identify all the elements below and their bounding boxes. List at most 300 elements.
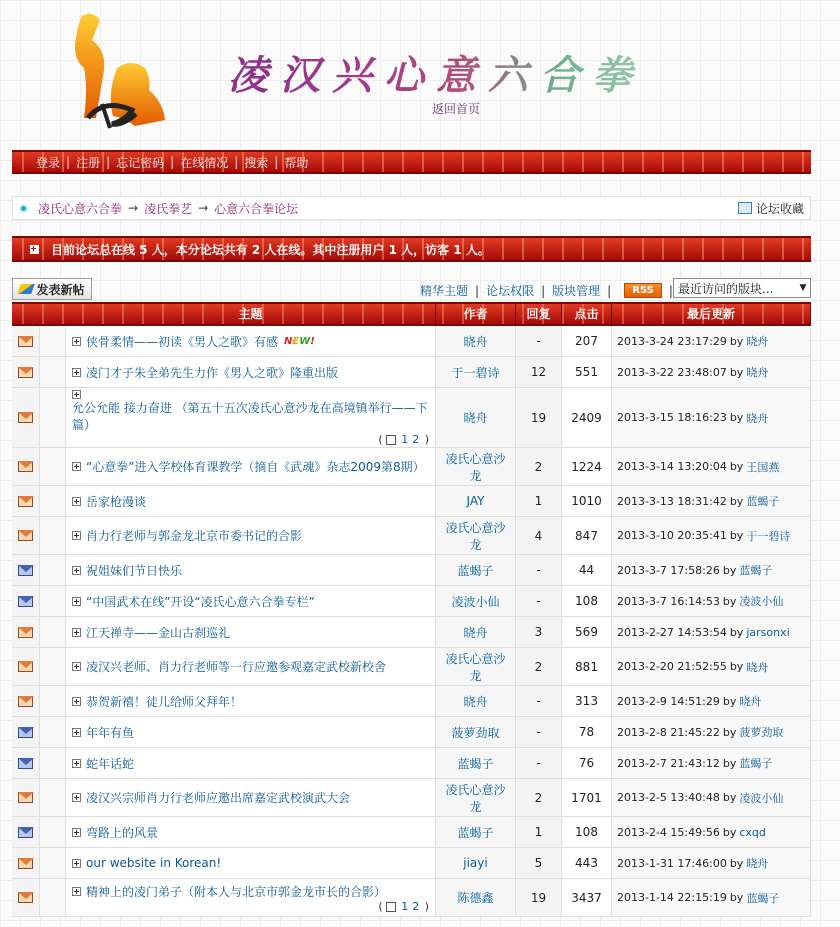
topic-mood-cell bbox=[40, 586, 66, 616]
forum-favorite-label: 论坛收藏 bbox=[755, 201, 804, 216]
replies-cell: 2 bbox=[516, 779, 562, 816]
clicks-cell: 78 bbox=[562, 717, 612, 747]
expand-icon[interactable] bbox=[72, 497, 81, 506]
nav-forgot-password[interactable]: 忘记密码 bbox=[116, 155, 165, 170]
topic-mood-cell bbox=[40, 779, 66, 816]
last-update-date: 2013-3-7 17:58:26 bbox=[617, 563, 720, 577]
clicks-cell: 207 bbox=[562, 326, 612, 356]
topic-link[interactable]: 祝姐妹们节日快乐 bbox=[86, 563, 183, 578]
table-row[interactable] bbox=[12, 717, 811, 748]
author-link[interactable]: 蓝蝎子 bbox=[457, 756, 494, 771]
page-link[interactable]: 2 bbox=[412, 899, 420, 913]
topic-status-cell bbox=[12, 748, 40, 778]
last-update-date: 2013-2-5 13:40:48 bbox=[617, 791, 720, 804]
top-nav bbox=[12, 150, 811, 174]
topic-status-cell bbox=[12, 586, 40, 616]
topic-status-cell bbox=[12, 326, 40, 356]
topic-cell bbox=[66, 448, 436, 485]
envelope-open-icon bbox=[18, 696, 33, 707]
nav-separator: | bbox=[170, 155, 175, 169]
last-poster-link[interactable]: 晓舟 bbox=[746, 857, 769, 870]
author-cell bbox=[436, 388, 516, 447]
author-link[interactable]: 凌氏心意沙龙 bbox=[445, 782, 506, 814]
expand-icon[interactable] bbox=[72, 728, 81, 737]
by-label: by bbox=[722, 791, 737, 804]
envelope-open-icon bbox=[18, 336, 33, 347]
breadcrumb-item[interactable]: 心意六合拳论坛 bbox=[214, 201, 299, 216]
last-poster-link[interactable]: 蓝蝎子 bbox=[739, 757, 773, 770]
table-row[interactable] bbox=[12, 586, 811, 617]
table-row[interactable] bbox=[12, 388, 811, 448]
topic-link[interactable]: 岳家枪漫谈 bbox=[86, 494, 147, 509]
topic-mood-cell bbox=[40, 848, 66, 878]
expand-icon[interactable] bbox=[72, 628, 81, 637]
by-label: by bbox=[729, 660, 744, 673]
author-link[interactable]: 凌氏心意沙龙 bbox=[445, 451, 506, 483]
author-cell bbox=[436, 779, 516, 816]
last-update-cell bbox=[612, 357, 811, 387]
topic-table-header bbox=[12, 302, 811, 326]
page-link[interactable]: 2 bbox=[412, 432, 420, 446]
last-update-date: 2013-3-15 18:16:23 bbox=[617, 411, 727, 424]
clicks-cell: 847 bbox=[562, 517, 612, 554]
topic-link[interactable]: 凌汉兴老师、肖力行老师等一行应邀参观嘉定武校新校舍 bbox=[86, 660, 387, 674]
expand-icon[interactable] bbox=[72, 759, 81, 768]
topic-cell bbox=[66, 388, 436, 447]
online-status-text: 目前论坛总在线 5 人，本分论坛共有 2 人在线。其中注册用户 1 人，访客 1 人。 bbox=[51, 242, 490, 257]
by-label: by bbox=[722, 725, 737, 739]
last-update-cell bbox=[612, 717, 811, 747]
clicks-cell: 1701 bbox=[562, 779, 612, 816]
last-update-cell bbox=[612, 617, 811, 647]
replies-cell: 2 bbox=[516, 448, 562, 485]
page-icon bbox=[386, 902, 396, 912]
replies-cell: - bbox=[516, 586, 562, 616]
last-poster-link[interactable]: 晓舟 bbox=[746, 660, 769, 674]
author-cell bbox=[436, 617, 516, 647]
nav-register[interactable]: 注册 bbox=[76, 155, 101, 170]
rss-button[interactable]: RSS bbox=[624, 283, 662, 298]
bullet-icon bbox=[19, 204, 28, 213]
last-poster-link[interactable]: 王国燕 bbox=[746, 460, 780, 474]
replies-cell: - bbox=[516, 717, 562, 747]
last-update-date: 2013-2-20 21:52:55 bbox=[617, 660, 727, 673]
site-title: 凌汉兴心意六合拳 bbox=[228, 44, 644, 101]
last-update-cell bbox=[612, 748, 811, 778]
featured-topics-link[interactable]: 精华主题 bbox=[420, 284, 469, 298]
last-poster-link[interactable]: 晓舟 bbox=[746, 411, 769, 425]
replies-cell: 4 bbox=[516, 517, 562, 554]
expand-icon[interactable] bbox=[72, 662, 81, 671]
last-poster-link[interactable]: 凌波小仙 bbox=[739, 791, 784, 805]
clicks-cell: 551 bbox=[562, 357, 612, 387]
last-update-cell bbox=[612, 817, 811, 847]
topic-link[interactable]: “心意拳”进入学校体育课教学（摘自《武魂》杂志2009第8期） bbox=[86, 460, 425, 474]
breadcrumb-item[interactable]: 凌氏心意六合拳 bbox=[38, 201, 123, 216]
clicks-cell: 1010 bbox=[562, 486, 612, 516]
new-badge-icon: NEW! bbox=[284, 335, 315, 347]
table-row[interactable] bbox=[12, 779, 811, 817]
author-link[interactable]: 晓舟 bbox=[463, 694, 488, 709]
nav-separator: | bbox=[106, 155, 111, 169]
table-row[interactable] bbox=[12, 748, 811, 779]
nav-help[interactable]: 帮助 bbox=[284, 155, 309, 170]
table-row[interactable] bbox=[12, 617, 811, 648]
new-post-label: 发表新帖 bbox=[36, 282, 85, 297]
nav-search[interactable]: 搜索 bbox=[244, 155, 269, 170]
header-author: 作者 bbox=[436, 304, 516, 324]
table-row[interactable] bbox=[12, 326, 811, 357]
expand-icon[interactable] bbox=[72, 859, 81, 868]
topic-mood-cell bbox=[40, 617, 66, 647]
author-link[interactable]: 蓝蝎子 bbox=[457, 563, 494, 578]
clicks-cell: 569 bbox=[562, 617, 612, 647]
topic-cell bbox=[66, 686, 436, 716]
topic-cell bbox=[66, 555, 436, 585]
topic-mood-cell bbox=[40, 817, 66, 847]
replies-cell: 5 bbox=[516, 848, 562, 878]
replies-cell: 19 bbox=[516, 388, 562, 447]
forum-favorite-link[interactable] bbox=[738, 200, 804, 217]
expand-icon[interactable] bbox=[72, 390, 81, 399]
by-label: by bbox=[729, 625, 744, 639]
topic-pagination: ( 1 2 ) bbox=[378, 899, 429, 913]
topic-list bbox=[12, 326, 811, 917]
nav-separator: | bbox=[66, 155, 71, 169]
clicks-cell: 76 bbox=[562, 748, 612, 778]
replies-cell: - bbox=[516, 326, 562, 356]
author-link[interactable]: 晓舟 bbox=[463, 625, 488, 640]
last-update-cell bbox=[612, 848, 811, 878]
last-poster-link[interactable]: 菠萝劲取 bbox=[739, 726, 784, 739]
author-cell bbox=[436, 357, 516, 387]
last-update-cell bbox=[612, 388, 811, 447]
breadcrumb bbox=[12, 196, 811, 220]
expand-icon[interactable] bbox=[72, 828, 81, 837]
envelope-read-icon bbox=[18, 758, 33, 769]
author-link[interactable]: 凌氏心意沙龙 bbox=[445, 651, 506, 683]
table-row[interactable] bbox=[12, 848, 811, 879]
topic-pagination: ( 1 2 ) bbox=[378, 432, 429, 446]
expand-icon[interactable] bbox=[72, 887, 81, 896]
topic-mood-cell bbox=[40, 357, 66, 387]
topic-link[interactable]: 侠骨柔情——初读《男人之歌》有感 bbox=[86, 334, 279, 349]
replies-cell: - bbox=[516, 555, 562, 585]
last-update-cell bbox=[612, 686, 811, 716]
envelope-open-icon bbox=[18, 530, 33, 541]
topic-status-cell bbox=[12, 686, 40, 716]
expand-icon[interactable] bbox=[72, 793, 81, 802]
header-topic: 主题 bbox=[66, 304, 436, 324]
author-cell bbox=[436, 586, 516, 616]
envelope-read-icon bbox=[18, 565, 33, 576]
topic-link[interactable]: 恭贺新禧！徒儿给师父拜年！ bbox=[86, 694, 243, 709]
topic-mood-cell bbox=[40, 748, 66, 778]
last-poster-link[interactable]: 晓舟 bbox=[746, 335, 769, 348]
replies-cell: - bbox=[516, 748, 562, 778]
last-update-date: 2013-3-10 20:35:41 bbox=[617, 529, 727, 542]
last-poster-link[interactable]: 晓舟 bbox=[739, 695, 762, 708]
replies-cell: 2 bbox=[516, 648, 562, 685]
topic-status-cell bbox=[12, 779, 40, 816]
clicks-cell: 108 bbox=[562, 817, 612, 847]
home-link[interactable]: 返回首页 bbox=[432, 102, 481, 116]
author-link[interactable]: 蓝蝎子 bbox=[457, 825, 494, 840]
last-poster-link[interactable]: 蓝蝎子 bbox=[746, 495, 780, 508]
link-separator: | bbox=[475, 283, 480, 298]
envelope-open-icon bbox=[18, 367, 33, 378]
topic-status-cell bbox=[12, 555, 40, 585]
last-update-date: 2013-2-8 21:45:22 bbox=[617, 725, 720, 739]
topic-status-cell bbox=[12, 848, 40, 878]
expand-icon[interactable] bbox=[30, 245, 39, 254]
topic-mood-cell bbox=[40, 686, 66, 716]
topic-status-cell bbox=[12, 486, 40, 516]
by-label: by bbox=[722, 563, 737, 577]
replies-cell: 1 bbox=[516, 817, 562, 847]
author-link[interactable]: jiayi bbox=[463, 856, 488, 870]
author-link[interactable]: 晓舟 bbox=[463, 334, 488, 349]
nav-separator: | bbox=[234, 155, 239, 169]
last-update-cell bbox=[612, 326, 811, 356]
clicks-cell: 108 bbox=[562, 586, 612, 616]
topic-mood-cell bbox=[40, 648, 66, 685]
last-update-date: 2013-1-31 17:46:00 bbox=[617, 856, 727, 870]
link-separator: | bbox=[668, 283, 673, 298]
author-cell bbox=[436, 748, 516, 778]
by-label: by bbox=[729, 460, 744, 473]
last-update-date: 2013-3-13 18:31:42 bbox=[617, 494, 727, 508]
author-cell bbox=[436, 448, 516, 485]
last-update-cell bbox=[612, 486, 811, 516]
topic-link[interactable]: 凌门才子朱全弟先生力作《男人之歌》隆重出版 bbox=[86, 365, 339, 380]
chevron-down-icon: ▼ bbox=[799, 283, 807, 293]
topic-link[interactable]: 弯路上的风景 bbox=[86, 825, 159, 840]
topic-link[interactable]: 允公允能 接力奋进 （第五十五次凌氏心意沙龙在高境镇举行——下篇） bbox=[72, 400, 428, 432]
last-update-date: 2013-1-14 22:15:19 bbox=[617, 891, 727, 904]
last-update-date: 2013-3-7 16:14:53 bbox=[617, 594, 720, 608]
author-cell bbox=[436, 817, 516, 847]
clicks-cell: 3437 bbox=[562, 879, 612, 916]
header-last-update: 最后更新 bbox=[612, 304, 811, 324]
recent-boards-select[interactable] bbox=[673, 278, 811, 298]
author-cell bbox=[436, 848, 516, 878]
topic-cell bbox=[66, 617, 436, 647]
topic-link[interactable]: 肖力行老师与郭金龙北京市委书记的合影 bbox=[86, 529, 303, 543]
last-update-date: 2013-2-27 14:53:54 bbox=[617, 625, 727, 639]
author-cell bbox=[436, 879, 516, 916]
last-poster-link[interactable]: 凌波小仙 bbox=[739, 595, 784, 608]
table-row[interactable] bbox=[12, 357, 811, 388]
last-poster-link[interactable]: 于一碧诗 bbox=[746, 529, 791, 543]
expand-icon[interactable] bbox=[72, 566, 81, 575]
page-icon bbox=[386, 435, 396, 445]
topic-status-cell bbox=[12, 388, 40, 447]
expand-icon[interactable] bbox=[72, 337, 81, 346]
envelope-open-icon bbox=[18, 661, 33, 672]
by-label: by bbox=[729, 856, 744, 870]
pen-icon bbox=[18, 284, 36, 294]
by-label: by bbox=[729, 334, 744, 348]
last-poster-link[interactable]: 晓舟 bbox=[746, 366, 769, 379]
by-label: by bbox=[729, 529, 744, 542]
online-status-bar bbox=[12, 236, 811, 262]
topic-cell bbox=[66, 648, 436, 685]
table-row[interactable] bbox=[12, 686, 811, 717]
table-row[interactable] bbox=[12, 517, 811, 555]
topic-cell bbox=[66, 486, 436, 516]
topic-status-cell bbox=[12, 617, 40, 647]
replies-cell: 3 bbox=[516, 617, 562, 647]
last-update-cell bbox=[612, 517, 811, 554]
table-row[interactable] bbox=[12, 648, 811, 686]
new-post-button[interactable] bbox=[12, 278, 92, 300]
topic-link[interactable]: 精神上的凌门弟子（附本人与北京市郭金龙市长的合影） bbox=[86, 884, 387, 899]
topic-link[interactable]: “中国武术在线”开设“凌氏心意六合拳专栏” bbox=[86, 594, 315, 609]
topic-mood-cell bbox=[40, 448, 66, 485]
nav-separator: | bbox=[274, 155, 279, 169]
expand-icon[interactable] bbox=[72, 531, 81, 540]
last-update-cell bbox=[612, 879, 811, 916]
envelope-open-icon bbox=[18, 858, 33, 869]
topic-cell bbox=[66, 586, 436, 616]
bookmark-icon bbox=[738, 202, 752, 214]
header-clicks: 点击 bbox=[562, 304, 612, 324]
clicks-cell: 1224 bbox=[562, 448, 612, 485]
topic-mood-cell bbox=[40, 388, 66, 447]
nav-online-status[interactable]: 在线情况 bbox=[180, 155, 229, 170]
last-poster-link[interactable]: cxqd bbox=[739, 825, 766, 839]
expand-icon[interactable] bbox=[72, 368, 81, 377]
topic-status-cell bbox=[12, 517, 40, 554]
link-separator: | bbox=[607, 283, 612, 298]
topic-link[interactable]: 年年有鱼 bbox=[86, 725, 135, 740]
topic-link[interactable]: 凌汉兴宗师肖力行老师应邀出席嘉定武校演武大会 bbox=[86, 791, 351, 805]
topic-mood-cell bbox=[40, 326, 66, 356]
last-update-date: 2013-2-9 14:51:29 bbox=[617, 694, 720, 708]
author-cell bbox=[436, 717, 516, 747]
by-label: by bbox=[729, 891, 744, 904]
author-cell bbox=[436, 326, 516, 356]
envelope-open-icon bbox=[18, 496, 33, 507]
author-link[interactable]: 凌氏心意沙龙 bbox=[445, 520, 506, 552]
table-row[interactable] bbox=[12, 448, 811, 486]
author-link[interactable]: 晓舟 bbox=[463, 411, 488, 425]
envelope-open-icon bbox=[18, 892, 33, 903]
author-cell bbox=[436, 686, 516, 716]
last-update-cell bbox=[612, 648, 811, 685]
header-replies: 回复 bbox=[516, 304, 562, 324]
clicks-cell: 2409 bbox=[562, 388, 612, 447]
topic-cell bbox=[66, 717, 436, 747]
topic-cell bbox=[66, 817, 436, 847]
last-update-cell bbox=[612, 779, 811, 816]
by-label: by bbox=[729, 411, 744, 424]
author-cell bbox=[436, 555, 516, 585]
site-logo bbox=[62, 8, 172, 138]
forum-permissions-link[interactable]: 论坛权限 bbox=[486, 284, 535, 298]
forum-tools bbox=[420, 282, 680, 299]
by-label: by bbox=[722, 825, 737, 839]
topic-mood-cell bbox=[40, 517, 66, 554]
topic-cell bbox=[66, 326, 436, 356]
last-update-date: 2013-3-24 23:17:29 bbox=[617, 334, 727, 348]
last-poster-link[interactable]: 蓝蝎子 bbox=[739, 564, 773, 577]
author-link[interactable]: 菠萝劲取 bbox=[451, 725, 500, 740]
recent-boards-value: 最近访问的版块... bbox=[678, 281, 774, 296]
last-update-cell bbox=[612, 586, 811, 616]
topic-cell bbox=[66, 357, 436, 387]
clicks-cell: 44 bbox=[562, 555, 612, 585]
nav-login[interactable]: 登录 bbox=[36, 155, 61, 170]
clicks-cell: 443 bbox=[562, 848, 612, 878]
topic-link[interactable]: 蛇年话蛇 bbox=[86, 756, 135, 771]
table-row[interactable] bbox=[12, 486, 811, 517]
envelope-read-icon bbox=[18, 596, 33, 607]
topic-status-cell bbox=[12, 448, 40, 485]
topic-status-cell bbox=[12, 357, 40, 387]
breadcrumb-item[interactable]: 凌氏拳艺 bbox=[144, 201, 193, 216]
by-label: by bbox=[729, 365, 744, 379]
by-label: by bbox=[729, 494, 744, 508]
replies-cell: 12 bbox=[516, 357, 562, 387]
clicks-cell: 313 bbox=[562, 686, 612, 716]
table-row[interactable] bbox=[12, 817, 811, 848]
author-cell bbox=[436, 517, 516, 554]
last-update-date: 2013-2-4 15:49:56 bbox=[617, 825, 720, 839]
topic-link[interactable]: 江天禅寺——金山古刹巡礼 bbox=[86, 625, 231, 640]
topic-status-cell bbox=[12, 648, 40, 685]
author-link[interactable]: 于一碧诗 bbox=[451, 365, 500, 380]
topic-cell bbox=[66, 748, 436, 778]
page-link[interactable]: 1 bbox=[401, 899, 409, 913]
envelope-read-icon bbox=[18, 727, 33, 738]
expand-icon[interactable] bbox=[72, 697, 81, 706]
author-link[interactable]: 陈德鑫 bbox=[457, 891, 494, 905]
topic-link[interactable]: our website in Korean! bbox=[86, 856, 222, 870]
envelope-open-icon bbox=[18, 461, 33, 472]
expand-icon[interactable] bbox=[72, 462, 81, 471]
expand-icon[interactable] bbox=[72, 597, 81, 606]
topic-cell bbox=[66, 848, 436, 878]
board-management-link[interactable]: 版块管理 bbox=[552, 284, 601, 298]
page-link[interactable]: 1 bbox=[401, 432, 409, 446]
last-poster-link[interactable]: jarsonxi bbox=[746, 625, 790, 639]
last-poster-link[interactable]: 蓝蝎子 bbox=[746, 891, 780, 905]
author-link[interactable]: JAY bbox=[466, 494, 485, 508]
last-update-date: 2013-3-14 13:20:04 bbox=[617, 460, 727, 473]
author-link[interactable]: 凌波小仙 bbox=[451, 594, 500, 609]
by-label: by bbox=[722, 594, 737, 608]
replies-cell: 1 bbox=[516, 486, 562, 516]
last-update-cell bbox=[612, 448, 811, 485]
author-cell bbox=[436, 648, 516, 685]
topic-mood-cell bbox=[40, 486, 66, 516]
envelope-open-icon bbox=[18, 792, 33, 803]
last-update-date: 2013-2-7 21:43:12 bbox=[617, 756, 720, 770]
table-row[interactable] bbox=[12, 555, 811, 586]
clicks-cell: 881 bbox=[562, 648, 612, 685]
replies-cell: 19 bbox=[516, 879, 562, 916]
topic-status-cell bbox=[12, 879, 40, 916]
by-label: by bbox=[722, 756, 737, 770]
envelope-open-icon bbox=[18, 412, 33, 423]
envelope-open-icon bbox=[18, 627, 33, 638]
topic-mood-cell bbox=[40, 879, 66, 916]
table-row[interactable] bbox=[12, 879, 811, 917]
topic-cell bbox=[66, 879, 436, 916]
replies-cell: - bbox=[516, 686, 562, 716]
